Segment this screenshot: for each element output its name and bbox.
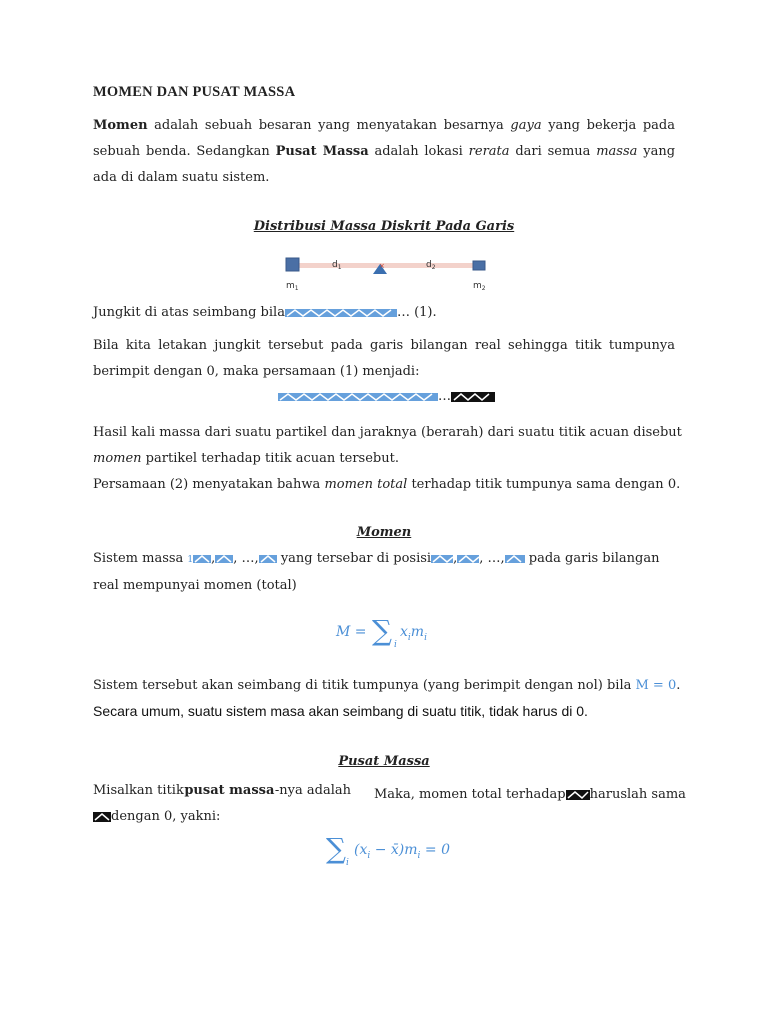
term-momen: Momen: [93, 118, 148, 133]
broken-formula-image: [431, 553, 453, 565]
eq1-prefix: Jungkit di atas seimbang bila: [93, 305, 285, 320]
para3-line2: [93, 446, 682, 472]
term-rerata: rerata: [468, 144, 510, 159]
term-pusat-massa: Pusat Massa: [275, 144, 369, 159]
broken-formula-image: [566, 788, 590, 802]
label-d2: $d_2$: [426, 260, 436, 271]
para4-text: yang tersebar di posisi: [276, 551, 432, 566]
intro-text: dari semua: [509, 144, 597, 159]
paragraph-2: Bila kita letakan jungkit tersebut pada garis bilangan real sehingga titik tumpunya berimpit dengan 0, maka persamaan (1) menjadi:: [93, 338, 675, 379]
para5-text: Sistem tersebut akan seimbang di titik tumpunya (yang berimpit dengan nol) bila: [93, 678, 636, 693]
broken-formula-image: [259, 553, 277, 565]
term-massa: massa: [596, 144, 638, 159]
para4-sep: , …,: [479, 551, 505, 566]
section-heading-pusat-massa: Pusat Massa: [338, 754, 430, 769]
para3-line2-text: partikel terhadap titik acuan tersebut.: [141, 451, 399, 466]
intro-paragraph: [93, 113, 675, 191]
para7-text: Misalkan titik: [93, 783, 184, 798]
label-d1: $d_1$: [332, 260, 342, 271]
broken-formula-eq2b: [451, 390, 495, 404]
broken-formula-eq2a: [278, 390, 438, 404]
broken-formula-image: [215, 553, 233, 565]
broken-formula-image: [451, 390, 495, 404]
sum-symbol: ∑: [326, 832, 346, 865]
broken-formula-image: [285, 307, 397, 319]
para7-line2: [93, 804, 351, 830]
intro-text: yang bekerja pada sebuah benda. Sedangkan: [93, 118, 675, 159]
broken-formula-image: [505, 553, 525, 565]
sum-subscript: i: [346, 858, 349, 868]
lever-svg: [280, 240, 500, 296]
equation-2-line: [278, 389, 495, 404]
condition-m-equals-zero: M = 0: [635, 678, 677, 693]
section-heading-momen: Momen: [356, 525, 412, 540]
term-pusat-massa-2: pusat massa: [184, 783, 275, 798]
formula1-term: $x_im_i$: [400, 624, 427, 643]
para4-text: Sistem massa: [93, 551, 188, 566]
formula-center-of-mass: [326, 832, 486, 876]
mass-m1-block: [286, 258, 299, 271]
term-gaya: gaya: [510, 118, 542, 133]
broken-formula-image: [278, 390, 438, 404]
para4-sep: , …,: [233, 551, 259, 566]
paragraph-3: [93, 420, 682, 498]
para4-text: pada garis bilangan: [524, 551, 660, 566]
para3-line3-text: terhadap titik tumpunya sama dengan 0.: [407, 477, 681, 492]
label-m2: $m_2$: [473, 281, 486, 292]
term-momen-italic: momen: [93, 451, 142, 466]
para7-text: Maka, momen total terhadap: [374, 787, 566, 802]
para4-sep: ,: [453, 551, 458, 566]
lever-diagram: [280, 240, 500, 296]
paragraph-6: Secara umum, suatu sistem masa akan seimbang di suatu titik, tidak harus di 0.: [93, 703, 588, 719]
pivot-mark: ×: [379, 262, 385, 270]
para7-text: -nya adalah: [274, 783, 351, 798]
para3-line3-text: Persamaan (2) menyatakan bahwa: [93, 477, 325, 492]
paragraph-7-right: [374, 787, 686, 802]
eq1-suffix: … (1).: [396, 305, 437, 320]
eq2-dots: …: [438, 389, 451, 404]
sum-symbol: ∑: [372, 614, 392, 647]
formula1-lhs: M =: [336, 624, 367, 640]
document-title: MOMEN DAN PUSAT MASSA: [93, 84, 296, 100]
sum-subscript: i: [394, 640, 397, 650]
intro-text: yang ada di dalam suatu sistem.: [93, 144, 676, 185]
intro-text: adalah sebuah besaran yang menyatakan besarnya: [147, 118, 511, 133]
paragraph-4: [93, 546, 660, 599]
mass-subscript: 1: [187, 555, 194, 565]
para7-line1: [93, 778, 351, 804]
para4-sep: ,: [211, 551, 216, 566]
intro-text: adalah lokasi: [368, 144, 469, 159]
paragraph-5: [93, 678, 680, 693]
broken-formula-eq1: [285, 307, 397, 319]
broken-formula-image: [193, 553, 211, 565]
para7-text: haruslah sama: [589, 787, 686, 802]
broken-formula-image: [93, 810, 111, 824]
formula2-term: ($x_i$ − $x̄)m_i = 0$: [354, 842, 450, 861]
broken-formula-image: [457, 553, 479, 565]
para7-text: dengan 0, yakni:: [111, 809, 221, 824]
para5-text: .: [676, 678, 681, 693]
term-momen-total: momen total: [324, 477, 408, 492]
para4-line1: [93, 546, 660, 573]
para3-line1: Hasil kali massa dari suatu partikel dan jaraknya (berarah) dari suatu titik acuan disebut: [93, 425, 682, 440]
section-heading-distribusi: Distribusi Massa Diskrit Pada Garis: [253, 219, 515, 234]
paragraph-7-left: [93, 778, 351, 830]
mass-m2-block: [473, 261, 485, 270]
para3-line3: [93, 472, 682, 498]
label-m1: $m_1$: [286, 281, 299, 292]
para4-line2: real mempunyai momen (total): [93, 578, 297, 593]
equation-1-line: [93, 304, 437, 322]
